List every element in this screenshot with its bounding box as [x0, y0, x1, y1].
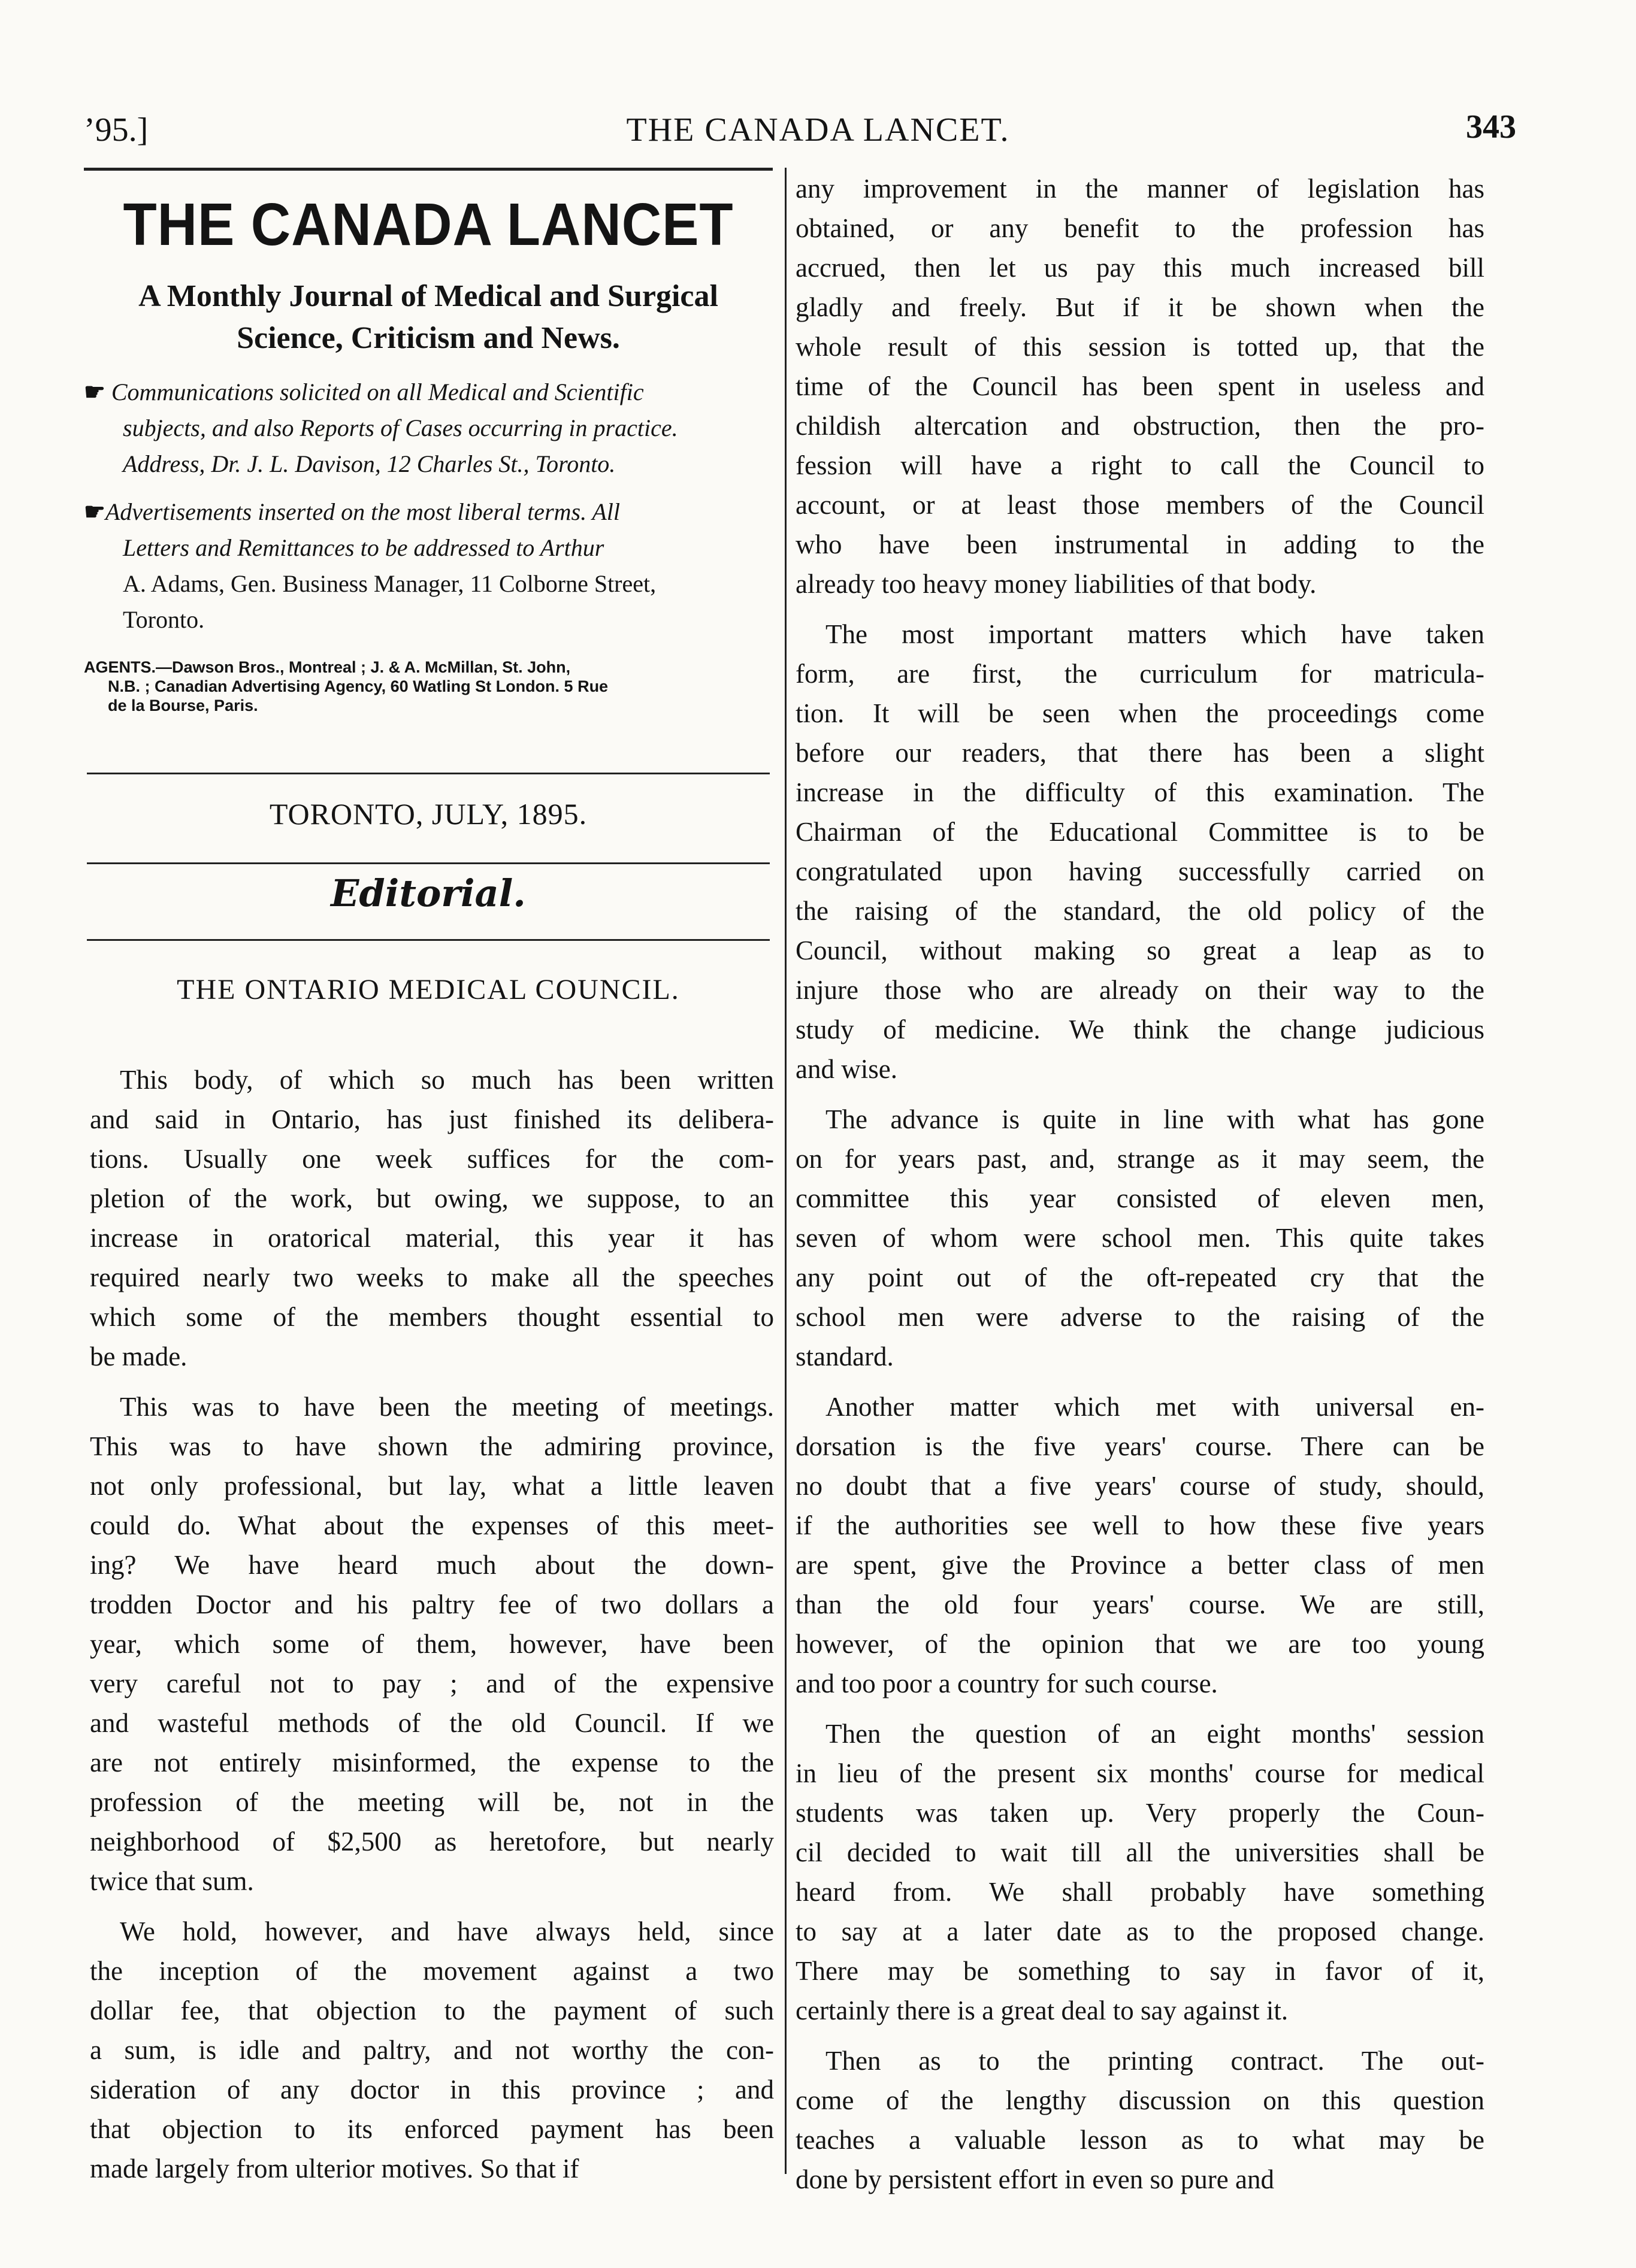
text-line: increase in oratorical material, this year it has: [90, 1223, 774, 1253]
text-line: no doubt that a five years' course of study, should,: [796, 1471, 1484, 1501]
text-line: ing? We have heard much about the down-: [90, 1550, 774, 1580]
article-title: THE ONTARIO MEDICAL COUNCIL.: [177, 974, 680, 1006]
text-line: are not entirely misinformed, the expense to the: [90, 1748, 774, 1778]
text-line: any point out of the oft-repeated cry that the: [796, 1262, 1484, 1292]
agents-line: N.B. ; Canadian Advertising Agency, 60 Watling St London. 5 Rue: [108, 677, 609, 695]
text-line: Then as to the printing contract. The out-: [825, 2046, 1484, 2076]
text-line: This body, of which so much has been written: [120, 1065, 774, 1095]
paragraph: [90, 1387, 774, 1901]
column-divider: [785, 168, 787, 2174]
text-line: time of the Council has been spent in useless and: [796, 371, 1484, 401]
paragraph: [796, 1100, 1484, 1376]
text-line: and wise.: [796, 1054, 897, 1084]
agents-line: AGENTS.—Dawson Bros., Montreal ; J. & A. McMillan, St. John,: [84, 658, 571, 676]
notice-line: Communications solicited on all Medical and Scientific: [111, 378, 644, 405]
text-line: Chairman of the Educational Committee is to be: [796, 817, 1484, 847]
notice-line: Advertisements inserted on the most liberal terms. All: [105, 498, 621, 525]
text-line: and wasteful methods of the old Council. If we: [90, 1708, 774, 1738]
text-line: gladly and freely. But if it be shown when the: [796, 292, 1484, 322]
text-line: Another matter which met with universal en-: [825, 1392, 1484, 1422]
text-line: if the authorities see well to how these five years: [796, 1510, 1484, 1540]
text-line: We hold, however, and have always held, since: [120, 1916, 774, 1946]
text-line: fession will have a right to call the Council to: [796, 450, 1484, 480]
text-line: The advance is quite in line with what has gone: [825, 1104, 1484, 1134]
text-line: profession of the meeting will be, not in the: [90, 1787, 774, 1817]
text-line: in lieu of the present six months' course for medical: [796, 1758, 1484, 1788]
text-line: the inception of the movement against a two: [90, 1956, 774, 1986]
text-line: Council, without making so great a leap as to: [796, 935, 1484, 965]
dateline: TORONTO, JULY, 1895.: [269, 797, 588, 831]
text-line: sideration of any doctor in this province ; and: [90, 2075, 774, 2105]
text-line: cil decided to wait till all the universities shall be: [796, 1837, 1484, 1867]
text-line: a sum, is idle and paltry, and not worthy the con-: [90, 2035, 774, 2065]
divider-rule: [87, 773, 770, 774]
text-line: on for years past, and, strange as it may seem, the: [796, 1144, 1484, 1174]
agents-line: de la Bourse, Paris.: [108, 697, 258, 714]
masthead-subtitle-line: A Monthly Journal of Medical and Surgical: [138, 279, 718, 313]
text-line: Then the question of an eight months' session: [825, 1719, 1484, 1749]
paragraph: [796, 2041, 1484, 2199]
text-line: dollar fee, that objection to the payment of such: [90, 1996, 774, 2025]
text-line: committee this year consisted of eleven men,: [796, 1183, 1484, 1213]
text-line: neighborhood of $2,500 as heretofore, but nearly: [90, 1827, 774, 1857]
text-line: done by persistent effort in even so pure and: [796, 2164, 1274, 2194]
divider-rule: [87, 939, 770, 941]
text-line: standard.: [796, 1342, 894, 1371]
communications-notice: [84, 374, 773, 482]
divider-rule: [87, 862, 770, 864]
text-line: year, which some of them, however, have been: [90, 1629, 774, 1659]
text-line: There may be something to say in favor of it,: [796, 1956, 1484, 1986]
text-line: tions. Usually one week suffices for the com-: [90, 1144, 774, 1174]
pointing-hand-icon: ☛: [84, 378, 105, 405]
header-rule: [84, 168, 773, 171]
text-line: pletion of the work, but owing, we suppose, to an: [90, 1183, 774, 1213]
masthead-subtitle: [84, 275, 773, 359]
text-line: already too heavy money liabilities of that body.: [796, 569, 1317, 599]
text-line: made largely from ulterior motives. So that if: [90, 2154, 579, 2184]
text-line: increase in the difficulty of this examination. The: [796, 777, 1484, 807]
text-line: which some of the members thought essential to: [90, 1302, 774, 1332]
text-line: accrued, then let us pay this much increased bill: [796, 253, 1484, 283]
text-line: very careful not to pay ; and of the expensive: [90, 1669, 774, 1698]
masthead-subtitle-line: Science, Criticism and News.: [237, 321, 620, 355]
text-line: required nearly two weeks to make all the speeches: [90, 1262, 774, 1292]
text-line: The most important matters which have taken: [825, 619, 1484, 649]
paragraph: [796, 614, 1484, 1089]
agents-list: [84, 658, 773, 715]
header-volume: ’95.]: [84, 111, 149, 149]
text-line: dorsation is the five years' course. There can be: [796, 1431, 1484, 1461]
text-line: injure those who are already on their way to the: [796, 975, 1484, 1005]
advertisements-notice: [84, 494, 773, 638]
page-number: 343: [1466, 108, 1516, 146]
text-line: This was to have been the meeting of meetings.: [120, 1392, 774, 1422]
text-line: twice that sum.: [90, 1866, 254, 1896]
notice-line: Address, Dr. J. L. Davison, 12 Charles St., Toronto.: [123, 450, 616, 477]
text-line: heard from. We shall probably have something: [796, 1877, 1484, 1907]
text-line: whole result of this session is totted up, that the: [796, 332, 1484, 362]
text-line: could do. What about the expenses of this meet-: [90, 1510, 774, 1540]
notice-line: Letters and Remittances to be addressed to Arthur: [123, 534, 604, 561]
paragraph: [796, 169, 1484, 604]
paragraph: [90, 1060, 774, 1376]
text-line: that objection to its enforced payment has been: [90, 2114, 774, 2144]
text-line: students was taken up. Very properly the Coun-: [796, 1798, 1484, 1828]
text-line: study of medicine. We think the change judicious: [796, 1015, 1484, 1044]
text-line: come of the lengthy discussion on this question: [796, 2085, 1484, 2115]
notice-line: subjects, and also Reports of Cases occurring in practice.: [123, 414, 678, 441]
text-line: teaches a valuable lesson as to what may be: [796, 2125, 1484, 2155]
text-line: tion. It will be seen when the proceedings come: [796, 698, 1484, 728]
header-journal-title: THE CANADA LANCET.: [626, 111, 1010, 149]
text-line: who have been instrumental in adding to the: [796, 529, 1484, 559]
text-line: not only professional, but lay, what a little leaven: [90, 1471, 774, 1501]
text-line: account, or at least those members of the Council: [796, 490, 1484, 520]
text-line: congratulated upon having successfully carried on: [796, 856, 1484, 886]
text-line: form, are first, the curriculum for matricula-: [796, 659, 1484, 689]
text-line: to say at a later date as to the proposed change.: [796, 1916, 1484, 1946]
section-heading: Editorial.: [331, 871, 526, 915]
text-line: This was to have shown the admiring province,: [90, 1431, 774, 1461]
text-line: seven of whom were school men. This quite takes: [796, 1223, 1484, 1253]
text-line: and said in Ontario, has just finished its delibera-: [90, 1104, 774, 1134]
text-line: obtained, or any benefit to the profession has: [796, 213, 1484, 243]
paragraph: [796, 1714, 1484, 2030]
paragraph: [796, 1387, 1484, 1703]
text-line: before our readers, that there has been a slight: [796, 738, 1484, 768]
notice-line: Toronto.: [123, 606, 205, 633]
text-line: childish altercation and obstruction, then the pro-: [796, 411, 1484, 441]
text-line: are spent, give the Province a better class of men: [796, 1550, 1484, 1580]
text-line: school men were adverse to the raising of the: [796, 1302, 1484, 1332]
pointing-hand-icon: ☛: [84, 498, 105, 525]
text-line: the raising of the standard, the old policy of the: [796, 896, 1484, 926]
text-line: certainly there is a great deal to say against it.: [796, 1996, 1289, 2025]
masthead-title: THE CANADA LANCET: [123, 191, 734, 258]
text-line: than the old four years' course. We are still,: [796, 1589, 1484, 1619]
paragraph: [90, 1912, 774, 2188]
text-line: be made.: [90, 1342, 188, 1371]
text-line: any improvement in the manner of legislation has: [796, 174, 1484, 204]
text-line: however, of the opinion that we are too young: [796, 1629, 1484, 1659]
text-line: trodden Doctor and his paltry fee of two dollars a: [90, 1589, 774, 1619]
notice-line: A. Adams, Gen. Business Manager, 11 Colborne Street,: [123, 570, 657, 597]
text-line: and too poor a country for such course.: [796, 1669, 1218, 1698]
